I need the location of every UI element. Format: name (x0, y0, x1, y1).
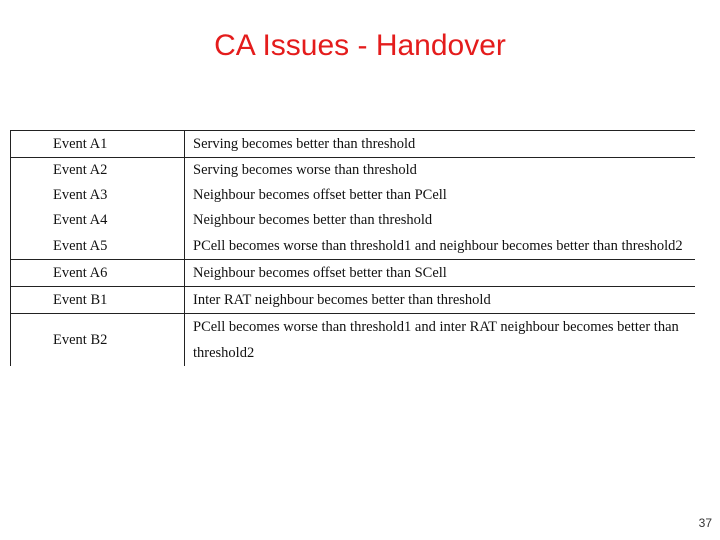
event-name: Event A3 (11, 183, 185, 208)
event-description: Neighbour becomes better than threshold (193, 212, 433, 228)
table-row (11, 314, 696, 367)
table-row (11, 158, 696, 184)
slide-title: CA Issues - Handover (214, 29, 506, 62)
table-row (11, 131, 696, 158)
page-number: 37 (698, 516, 712, 530)
events-table (10, 130, 695, 366)
event-name: Event A4 (11, 208, 185, 233)
event-description: Neighbour becomes offset better than PCell (193, 187, 447, 203)
event-name: Event B1 (11, 287, 185, 314)
event-name: Event A5 (11, 233, 185, 260)
table-row (11, 233, 696, 260)
event-name: Event B2 (11, 314, 185, 367)
event-description: Inter RAT neighbour becomes better than threshold (185, 287, 696, 314)
table-row (11, 208, 696, 233)
event-description: PCell becomes worse than threshold1 and inter RAT neighbour becomes better than threshold2 (193, 319, 679, 361)
event-description: Neighbour becomes offset better than SCell (185, 260, 696, 287)
event-name: Event A1 (11, 131, 185, 158)
event-description: PCell becomes worse than threshold1 and neighbour becomes better than threshold2 (185, 233, 696, 260)
table-row (11, 183, 696, 208)
event-description: Serving becomes worse than threshold (193, 162, 417, 178)
event-name: Event A2 (11, 158, 185, 184)
event-name: Event A6 (11, 260, 185, 287)
event-description: Serving becomes better than threshold (185, 131, 696, 158)
table-row (11, 287, 696, 314)
table-row (11, 260, 696, 287)
